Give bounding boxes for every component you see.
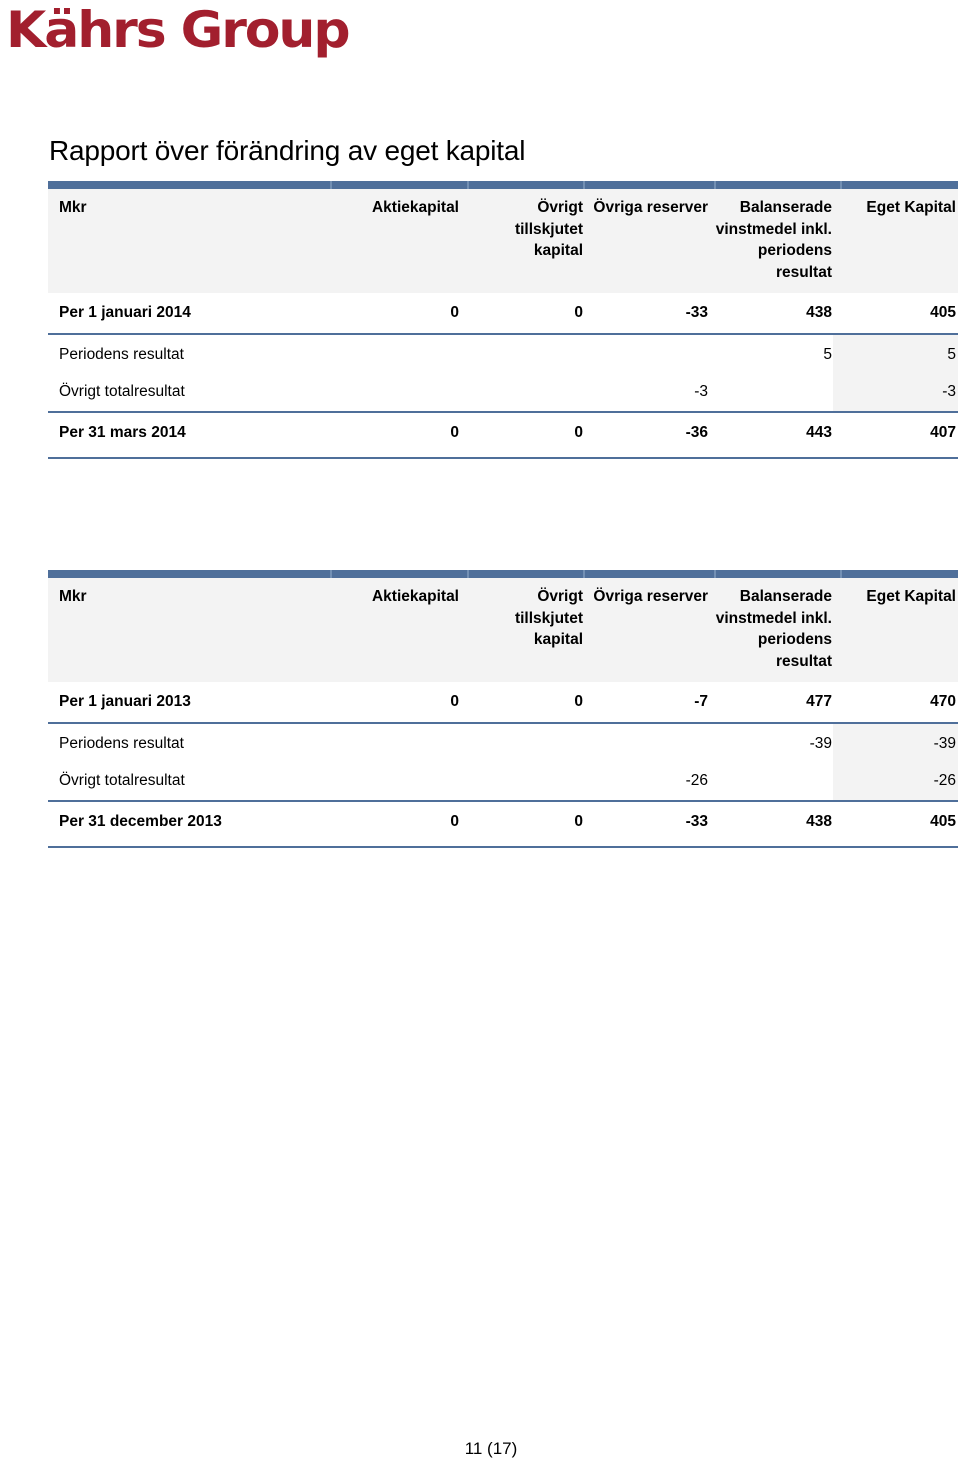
table-row bbox=[48, 763, 958, 800]
cell-aktiekapital: 0 bbox=[450, 424, 459, 441]
cell-ovrigt-tillskjutet: 0 bbox=[574, 813, 583, 830]
row-label: Periodens resultat bbox=[59, 346, 184, 363]
cell-balanserade: 443 bbox=[806, 424, 832, 441]
table-row bbox=[48, 374, 958, 411]
table-row bbox=[48, 293, 958, 333]
header-ovrigt-tillskjutet-kapital: Övrigt tillskjutet kapital bbox=[514, 588, 583, 648]
row-label: Övrigt totalresultat bbox=[59, 383, 185, 400]
cell-eget-kapital: -3 bbox=[942, 383, 956, 400]
total-column-shade bbox=[833, 374, 958, 411]
table-row bbox=[48, 335, 958, 374]
cell-ovrigt-tillskjutet: 0 bbox=[574, 304, 583, 321]
page-number: 11 (17) bbox=[464, 1439, 518, 1458]
cell-eget-kapital: -26 bbox=[933, 772, 956, 789]
equity-table-2013 bbox=[48, 570, 958, 848]
cell-aktiekapital: 0 bbox=[450, 304, 459, 321]
row-label: Per 31 mars 2014 bbox=[59, 424, 186, 441]
header-balanserade-vinstmedel: Balanserade vinstmedel inkl. periodens resultat bbox=[715, 588, 832, 670]
page-title: Rapport över förändring av eget kapital bbox=[49, 135, 526, 166]
equity-table-2014 bbox=[48, 181, 958, 459]
table-row bbox=[48, 802, 958, 846]
cell-ovriga-reserver: -33 bbox=[685, 304, 708, 321]
cell-eget-kapital: -39 bbox=[933, 735, 956, 752]
cell-eget-kapital: 407 bbox=[930, 424, 956, 441]
row-label: Övrigt totalresultat bbox=[59, 772, 185, 789]
cell-eget-kapital: 405 bbox=[930, 813, 956, 830]
table-row bbox=[48, 724, 958, 763]
table-top-bar bbox=[48, 570, 958, 578]
cell-aktiekapital: 0 bbox=[450, 813, 459, 830]
row-label: Periodens resultat bbox=[59, 735, 184, 752]
table-top-bar bbox=[48, 181, 958, 189]
cell-eget-kapital: 405 bbox=[930, 304, 956, 321]
row-separator bbox=[48, 846, 958, 848]
header-aktiekapital: Aktiekapital bbox=[371, 199, 459, 216]
cell-ovriga-reserver: -7 bbox=[694, 693, 708, 710]
total-column-shade bbox=[833, 335, 958, 374]
cell-eget-kapital: 5 bbox=[947, 346, 956, 363]
cell-balanserade: 477 bbox=[806, 693, 832, 710]
header-aktiekapital: Aktiekapital bbox=[371, 588, 459, 605]
table-row bbox=[48, 413, 958, 457]
row-label: Per 1 januari 2013 bbox=[59, 693, 191, 710]
cell-ovriga-reserver: -33 bbox=[685, 813, 708, 830]
cell-eget-kapital: 470 bbox=[930, 693, 956, 710]
cell-ovriga-reserver: -3 bbox=[694, 383, 708, 400]
cell-ovrigt-tillskjutet: 0 bbox=[574, 424, 583, 441]
cell-balanserade: 438 bbox=[806, 304, 832, 321]
header-eget-kapital: Eget Kapital bbox=[866, 588, 956, 605]
table-header bbox=[48, 189, 958, 293]
header-eget-kapital: Eget Kapital bbox=[866, 199, 956, 216]
table-header bbox=[48, 578, 958, 682]
table-row bbox=[48, 682, 958, 722]
row-separator bbox=[48, 457, 958, 459]
cell-aktiekapital: 0 bbox=[450, 693, 459, 710]
header-ovrigt-tillskjutet-kapital: Övrigt tillskjutet kapital bbox=[514, 199, 583, 259]
header-balanserade-vinstmedel: Balanserade vinstmedel inkl. periodens resultat bbox=[715, 199, 832, 281]
row-label: Per 31 december 2013 bbox=[59, 813, 222, 830]
row-label: Per 1 januari 2014 bbox=[59, 304, 191, 321]
header-mkr: Mkr bbox=[59, 588, 87, 605]
cell-ovriga-reserver: -26 bbox=[685, 772, 708, 789]
cell-balanserade: -39 bbox=[809, 735, 832, 752]
header-mkr: Mkr bbox=[59, 199, 87, 216]
cell-balanserade: 5 bbox=[823, 346, 832, 363]
header-ovriga-reserver: Övriga reserver bbox=[593, 199, 708, 216]
cell-balanserade: 438 bbox=[806, 813, 832, 830]
header-ovriga-reserver: Övriga reserver bbox=[593, 588, 708, 605]
kahrs-group-logo: Kährs Group bbox=[6, 1, 349, 59]
cell-ovrigt-tillskjutet: 0 bbox=[574, 693, 583, 710]
cell-ovriga-reserver: -36 bbox=[685, 424, 708, 441]
